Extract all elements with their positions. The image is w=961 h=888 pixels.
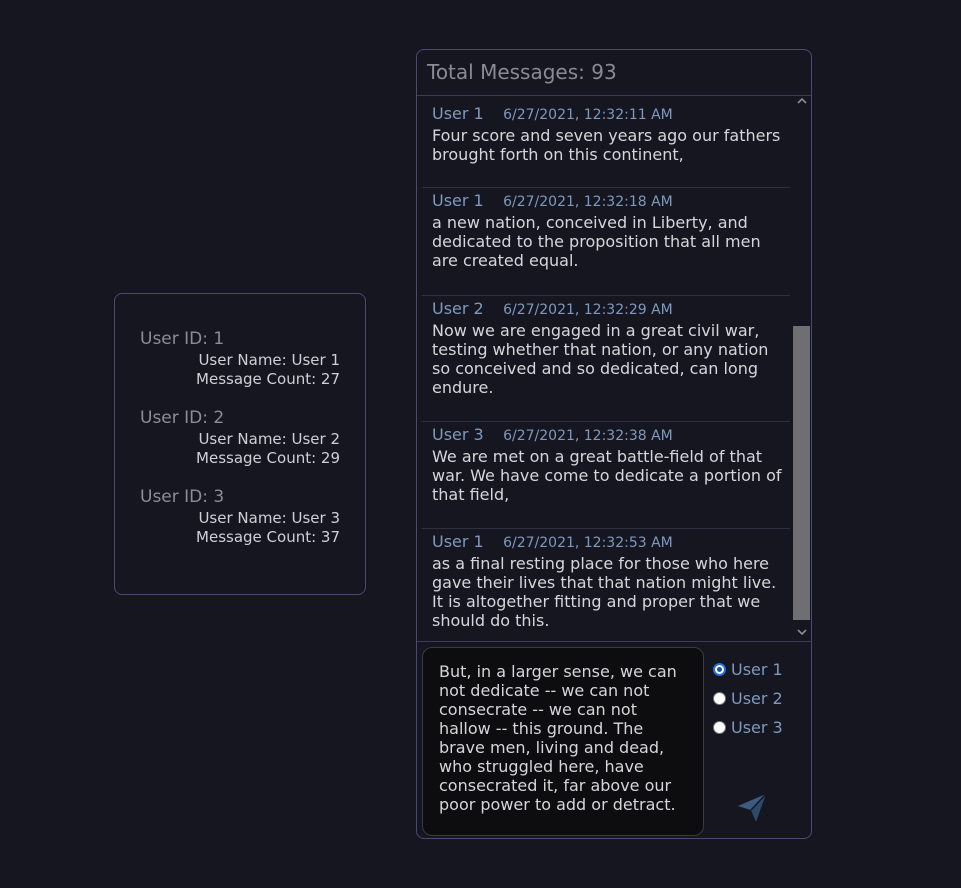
scroll-up-icon[interactable] xyxy=(792,96,811,110)
radio-button[interactable] xyxy=(713,721,726,734)
user-summary xyxy=(140,407,340,468)
message-author: User 1 xyxy=(432,191,484,210)
total-messages-header: Total Messages: 93 xyxy=(417,50,811,96)
user-option-1[interactable] xyxy=(713,655,783,684)
user-id-label: User ID: 2 xyxy=(140,408,225,428)
user-id-label: User ID: 1 xyxy=(140,329,225,349)
radio-label[interactable]: User 2 xyxy=(731,689,783,708)
message-count-label: Message Count: 37 xyxy=(196,528,340,546)
message-author: User 3 xyxy=(432,425,484,444)
message-meta xyxy=(432,189,790,213)
message-item xyxy=(422,530,790,641)
message-count-label: Message Count: 27 xyxy=(196,370,340,388)
message-meta xyxy=(432,423,790,447)
message-meta xyxy=(432,297,790,321)
message-scrollbar[interactable] xyxy=(792,96,811,641)
user-name-label: User Name: User 1 xyxy=(198,351,340,369)
users-card xyxy=(114,293,366,595)
paper-plane-icon xyxy=(735,791,769,825)
message-text: We are met on a great battle-field of that war. We have come to dedicate a portion of that field, xyxy=(432,447,782,504)
scroll-down-icon[interactable] xyxy=(792,627,811,641)
user-id-label: User ID: 3 xyxy=(140,487,225,507)
message-author: User 2 xyxy=(432,299,484,318)
message-list[interactable] xyxy=(417,96,811,641)
message-timestamp: 6/27/2021, 12:32:53 AM xyxy=(503,535,673,551)
message-timestamp: 6/27/2021, 12:32:11 AM xyxy=(503,107,673,123)
message-timestamp: 6/27/2021, 12:32:38 AM xyxy=(503,428,673,444)
radio-button[interactable] xyxy=(713,692,726,705)
message-item xyxy=(422,423,790,529)
user-option-2[interactable] xyxy=(713,684,783,713)
message-author: User 1 xyxy=(432,104,484,123)
message-text: Four score and seven years ago our fathers brought forth on this continent, xyxy=(432,126,781,164)
message-count-label: Message Count: 29 xyxy=(196,449,340,467)
user-option-3[interactable] xyxy=(713,713,783,742)
message-meta xyxy=(432,530,790,554)
user-summary xyxy=(140,486,340,547)
radio-button[interactable] xyxy=(713,663,726,676)
user-name-label: User Name: User 2 xyxy=(198,430,340,448)
user-name-label: User Name: User 3 xyxy=(198,509,340,527)
send-button[interactable] xyxy=(735,791,769,825)
user-summary xyxy=(140,328,340,389)
message-input[interactable]: But, in a larger sense, we can not dedicate -- we can not consecrate -- we can not hallow -- this ground. The brave men, living and dead, who struggled here, have consecrated it, far above our poor power to add or detract. xyxy=(422,647,704,836)
chat-panel xyxy=(416,49,812,839)
radio-label[interactable]: User 3 xyxy=(731,718,783,737)
message-timestamp: 6/27/2021, 12:32:29 AM xyxy=(503,302,673,318)
radio-label[interactable]: User 1 xyxy=(731,660,783,679)
message-item xyxy=(422,102,790,188)
message-text: a new nation, conceived in Liberty, and dedicated to the proposition that all men are created equal. xyxy=(432,213,761,270)
message-timestamp: 6/27/2021, 12:32:18 AM xyxy=(503,194,673,210)
message-meta xyxy=(432,102,790,126)
user-selector xyxy=(713,655,783,742)
message-author: User 1 xyxy=(432,532,484,551)
scrollbar-thumb[interactable] xyxy=(793,326,810,620)
message-item xyxy=(422,297,790,422)
message-text: as a final resting place for those who here gave their lives that that nation might live. It is altogether fitting and proper that we should do this. xyxy=(432,554,777,630)
message-composer xyxy=(417,641,811,839)
message-item xyxy=(422,189,790,296)
message-text: Now we are engaged in a great civil war, testing whether that nation, or any nation so conceived and so dedicated, can long endure. xyxy=(432,321,769,397)
